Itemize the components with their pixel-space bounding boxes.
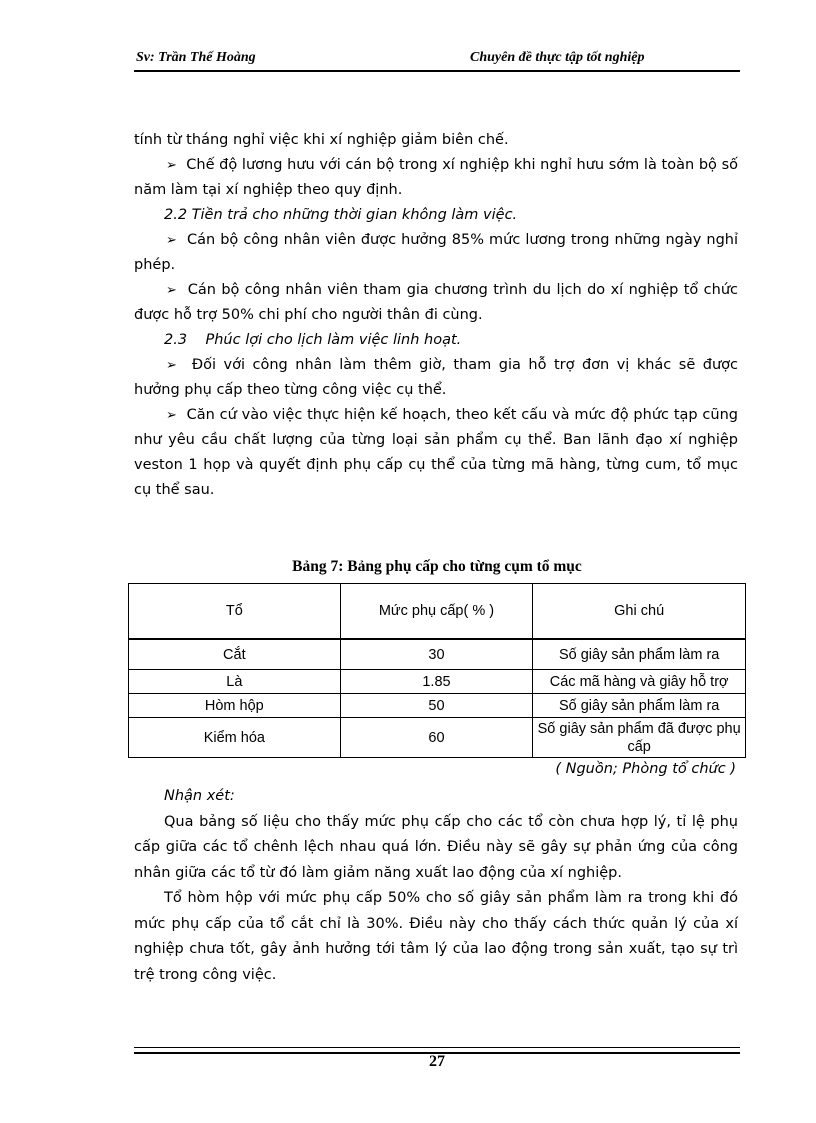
section-title: Phúc lợi cho lịch làm việc linh hoạt (205, 332, 457, 348)
bullet-text: Đối với công nhân làm thêm giờ, tham gia hỗ trợ đơn vị khác sẽ được hưởng phụ cấp theo từng công việc cụ thể. (134, 357, 738, 398)
remarks-section (134, 784, 738, 988)
cell-notes: Số giây sản phẩm đã được phụ cấp (533, 718, 746, 758)
bullet-item (134, 353, 738, 403)
remarks-paragraph: Tổ hòm hộp với mức phụ cấp 50% cho số giây sản phẩm làm ra trong khi đó mức phụ cấp của tổ cắt chỉ là 30%. Điều này cho thấy cách thức quản lý của xí nghiệp chưa tốt, gây ảnh hưởng tới tâm lý của lao động trong sản xuất, tạo sự trì trệ trong công việc. (134, 890, 738, 983)
table-row (129, 670, 746, 694)
remarks-label: Nhận xét: (164, 788, 235, 804)
body-text (134, 128, 738, 503)
page-header (134, 48, 740, 72)
cell-allowance: 30 (340, 640, 533, 670)
cell-notes: Số giây sản phẩm làm ra (533, 694, 746, 718)
cell-team: Cắt (129, 640, 341, 670)
table-row (129, 694, 746, 718)
column-header-allowance: Mức phụ cấp( % ) (340, 584, 533, 639)
remarks-paragraph: Qua bảng số liệu cho thấy mức phụ cấp cho các tổ còn chưa hợp lý, tỉ lệ phụ cấp giữa các tổ chênh lệch nhau quá lớn. Điều này sẽ gây sự phản ứng của công nhân giữa các tổ từ đó làm giảm năng xuất lao động của xí nghiệp. (134, 813, 738, 881)
bullet-item (134, 403, 738, 503)
section-number: 2.3 (164, 332, 188, 348)
column-header-team: Tổ (129, 584, 341, 639)
bullet-item (134, 228, 738, 278)
table-row (129, 640, 746, 670)
arrow-bullet-icon: ➢ (166, 283, 177, 298)
cell-team: Là (129, 670, 341, 694)
cell-team: Kiểm hóa (129, 718, 341, 758)
cell-notes: Số giây sản phẩm làm ra (533, 640, 746, 670)
cell-team: Hòm hộp (129, 694, 341, 718)
header-document-title: Chuyên đề thực tập tốt nghiệp (470, 50, 645, 65)
arrow-bullet-icon: ➢ (166, 358, 177, 373)
cell-notes: Các mã hàng và giây hỗ trợ (533, 670, 746, 694)
bullet-text: Cán bộ công nhân viên được hưởng 85% mức lương trong những ngày nghỉ phép. (134, 232, 739, 273)
column-header-notes: Ghi chú (533, 584, 746, 639)
section-heading-2-2: 2.2 Tiền trả cho những thời gian không làm việc. (164, 207, 518, 223)
arrow-bullet-icon: ➢ (166, 408, 177, 423)
table-title: Bảng 7: Bảng phụ cấp cho từng cụm tổ mục (292, 558, 582, 575)
table-header-row (129, 584, 746, 639)
bullet-text: Chế độ lương hưu với cán bộ trong xí nghiệp khi nghỉ hưu sớm là toàn bộ số năm làm tại xí nghiệp theo quy định. (134, 157, 739, 198)
arrow-bullet-icon: ➢ (166, 233, 177, 248)
table-source: ( Nguồn; Phòng tổ chức ) (555, 761, 736, 777)
table-row (129, 718, 746, 758)
arrow-bullet-icon: ➢ (166, 158, 177, 173)
cell-allowance: 50 (340, 694, 533, 718)
header-author: Sv: Trần Thế Hoàng (136, 50, 256, 65)
bullet-text: Căn cứ vào việc thực hiện kế hoạch, theo kết cấu và mức độ phức tạp cũng như yêu cầu chất lượng của từng loại sản phẩm cụ thể. Ban lãnh đạo xí nghiệp veston 1 họp và quyết định phụ cấp cụ thể của từng mã hàng, từng cum, tổ mục cụ thể sau. (134, 407, 738, 498)
page-number: 27 (429, 1053, 445, 1070)
paragraph-continuation: tính từ tháng nghỉ việc khi xí nghiệp giảm biên chế. (134, 132, 509, 148)
bullet-item (134, 153, 738, 203)
bullet-item (134, 278, 738, 328)
bullet-text: Cán bộ công nhân viên tham gia chương trình du lịch do xí nghiệp tổ chức được hỗ trợ 50% chi phí cho người thân đi cùng. (134, 282, 739, 323)
cell-allowance: 1.85 (340, 670, 533, 694)
allowance-table (128, 583, 746, 758)
section-heading-2-3: 2.3 Phúc lợi cho lịch làm việc linh hoạt. (164, 332, 462, 348)
cell-allowance: 60 (340, 718, 533, 758)
